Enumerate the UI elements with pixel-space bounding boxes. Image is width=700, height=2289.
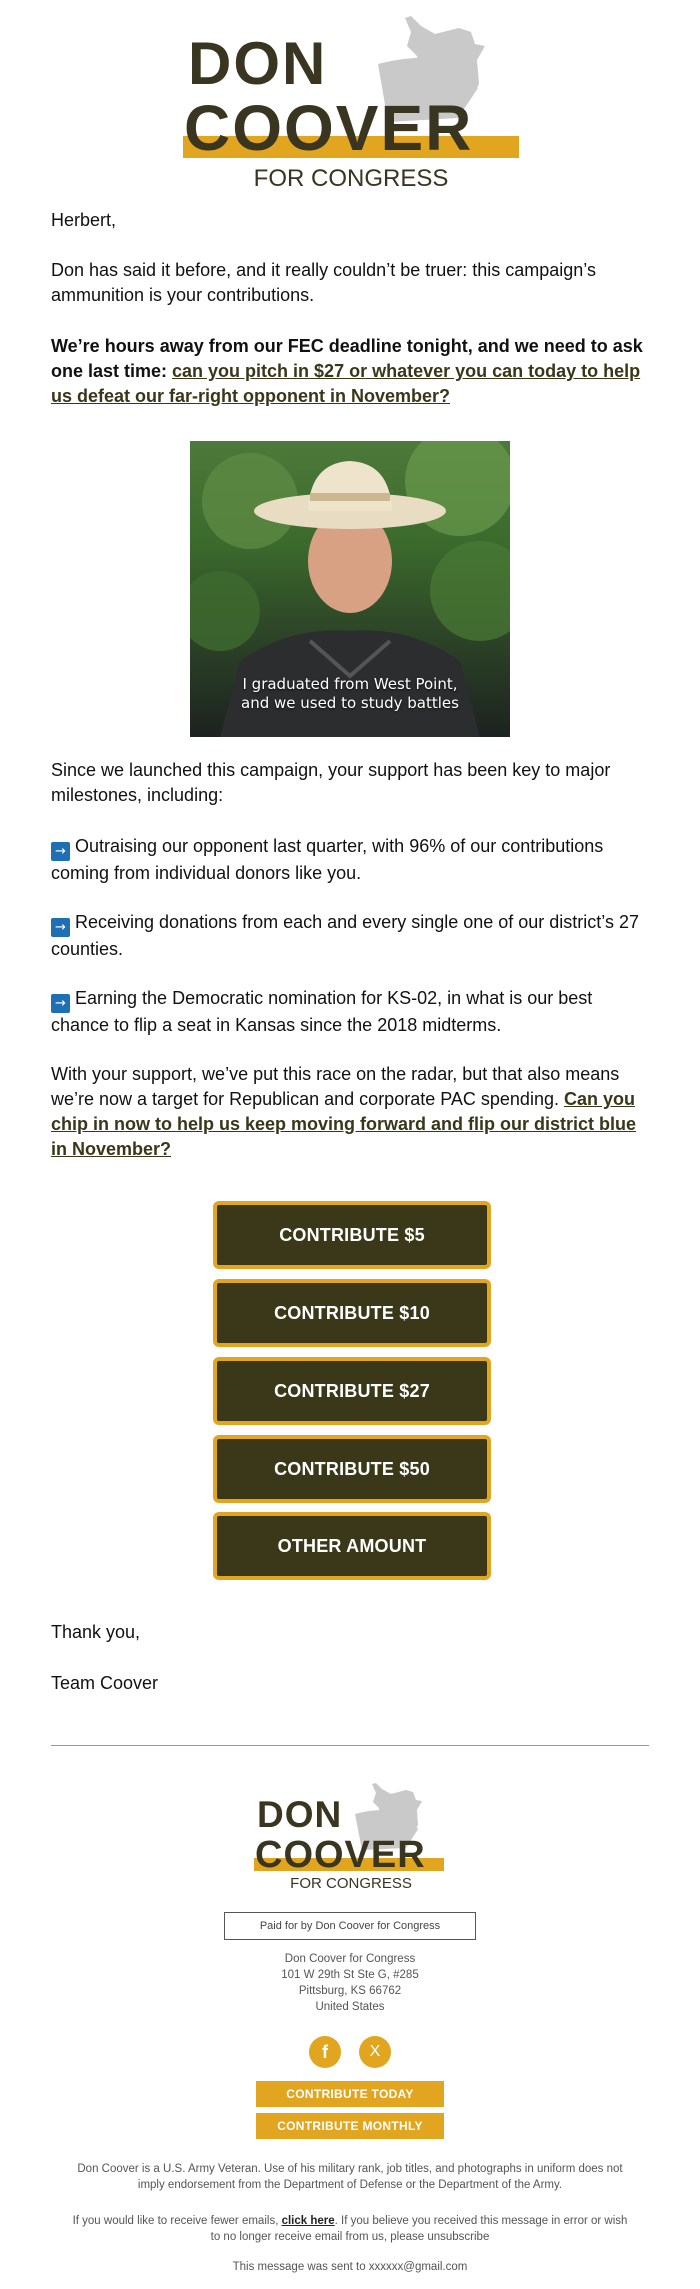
greeting: Herbert, bbox=[51, 210, 117, 230]
paragraph-ask bbox=[51, 334, 651, 409]
paragraph-milestones-intro: Since we launched this campaign, your support has been key to major milestones, including: bbox=[51, 760, 611, 805]
footer-logo-line1: DON bbox=[257, 1794, 343, 1835]
paragraph-intro: Don has said it before, and it really couldn’t be truer: this campaign’s ammunition is your contributions. bbox=[51, 260, 596, 305]
contribute-10-button[interactable]: CONTRIBUTE $10 bbox=[213, 1279, 491, 1347]
fewer-emails-link[interactable]: click here bbox=[281, 2215, 335, 2227]
mailing-address: Don Coover for Congress 101 W 29th St Ste G, #285 Pittsburg, KS 66762 United States bbox=[281, 1953, 419, 2013]
video-caption: I graduated from West Point, and we used to study battles bbox=[241, 675, 459, 712]
closing-ask-link[interactable]: Can you chip in now to help us keep moving forward and flip our district blue in November? bbox=[51, 1089, 637, 1159]
ask-bold-text: We’re hours away from our FEC deadline tonight, and we need to ask one last time: bbox=[51, 336, 643, 381]
signoff: Team Coover bbox=[51, 1673, 159, 1693]
header-logo[interactable] bbox=[0, 8, 700, 188]
footer-logo-line3: FOR CONGRESS bbox=[290, 1875, 412, 1890]
paid-for-box: Paid for by Don Coover for Congress bbox=[224, 1912, 476, 1940]
footer-logo-line2: COOVER bbox=[255, 1834, 426, 1876]
milestone-item: → Outraising our opponent last quarter, with 96% of our contributions coming from individual donors like you. bbox=[51, 836, 604, 883]
logo-line1: DON bbox=[188, 30, 328, 97]
milestone-item: → Receiving donations from each and every single one of our district’s 27 counties. bbox=[51, 912, 639, 959]
contribute-monthly-button[interactable]: CONTRIBUTE MONTHLY bbox=[256, 2113, 444, 2139]
footer-divider bbox=[51, 1745, 649, 1746]
sent-to-text: This message was sent to xxxxxx@gmail.com bbox=[232, 2261, 468, 2273]
email-preferences-text: If you would like to receive fewer emails, click here. If you believe you received this message in error or wish to no longer receive email from us, please unsubscribe bbox=[72, 2215, 628, 2243]
contribute-27-button[interactable]: CONTRIBUTE $27 bbox=[213, 1357, 491, 1425]
video-thumbnail[interactable] bbox=[190, 441, 510, 737]
x-twitter-icon[interactable]: X bbox=[359, 2036, 391, 2068]
military-disclaimer: Don Coover is a U.S. Army Veteran. Use of his military rank, job titles, and photographs in uniform does not imply endorsement from the Department of Defense or the Department of the Army. bbox=[77, 2163, 623, 2191]
contribute-today-button[interactable]: CONTRIBUTE TODAY bbox=[256, 2081, 444, 2107]
logo-line3: FOR CONGRESS bbox=[253, 165, 449, 188]
thank-you: Thank you, bbox=[51, 1622, 141, 1642]
ask-link[interactable]: can you pitch in $27 or whatever you can today to help us defeat our far-right opponent in November? bbox=[51, 361, 641, 406]
footer-logo[interactable] bbox=[0, 1780, 700, 1890]
logo-line2: COOVER bbox=[184, 92, 474, 164]
paragraph-closing-ask: With your support, we’ve put this race on the radar, but that also means we’re now a target for Republican and corporate PAC spending. Can you chip in now to help us keep moving forward and flip our district blue in November? bbox=[51, 1064, 637, 1159]
milestone-item: → Earning the Democratic nomination for KS-02, in what is our best chance to flip a seat in Kansas since the 2018 midterms. bbox=[51, 988, 593, 1035]
contribute-5-button[interactable]: CONTRIBUTE $5 bbox=[213, 1201, 491, 1269]
facebook-icon[interactable]: f bbox=[309, 2036, 341, 2068]
arrow-right-icon: → bbox=[51, 994, 70, 1013]
contribute-50-button[interactable]: CONTRIBUTE $50 bbox=[213, 1435, 491, 1503]
arrow-right-icon: → bbox=[51, 842, 70, 861]
other-amount-button[interactable]: OTHER AMOUNT bbox=[213, 1512, 491, 1580]
arrow-right-icon: → bbox=[51, 918, 70, 937]
